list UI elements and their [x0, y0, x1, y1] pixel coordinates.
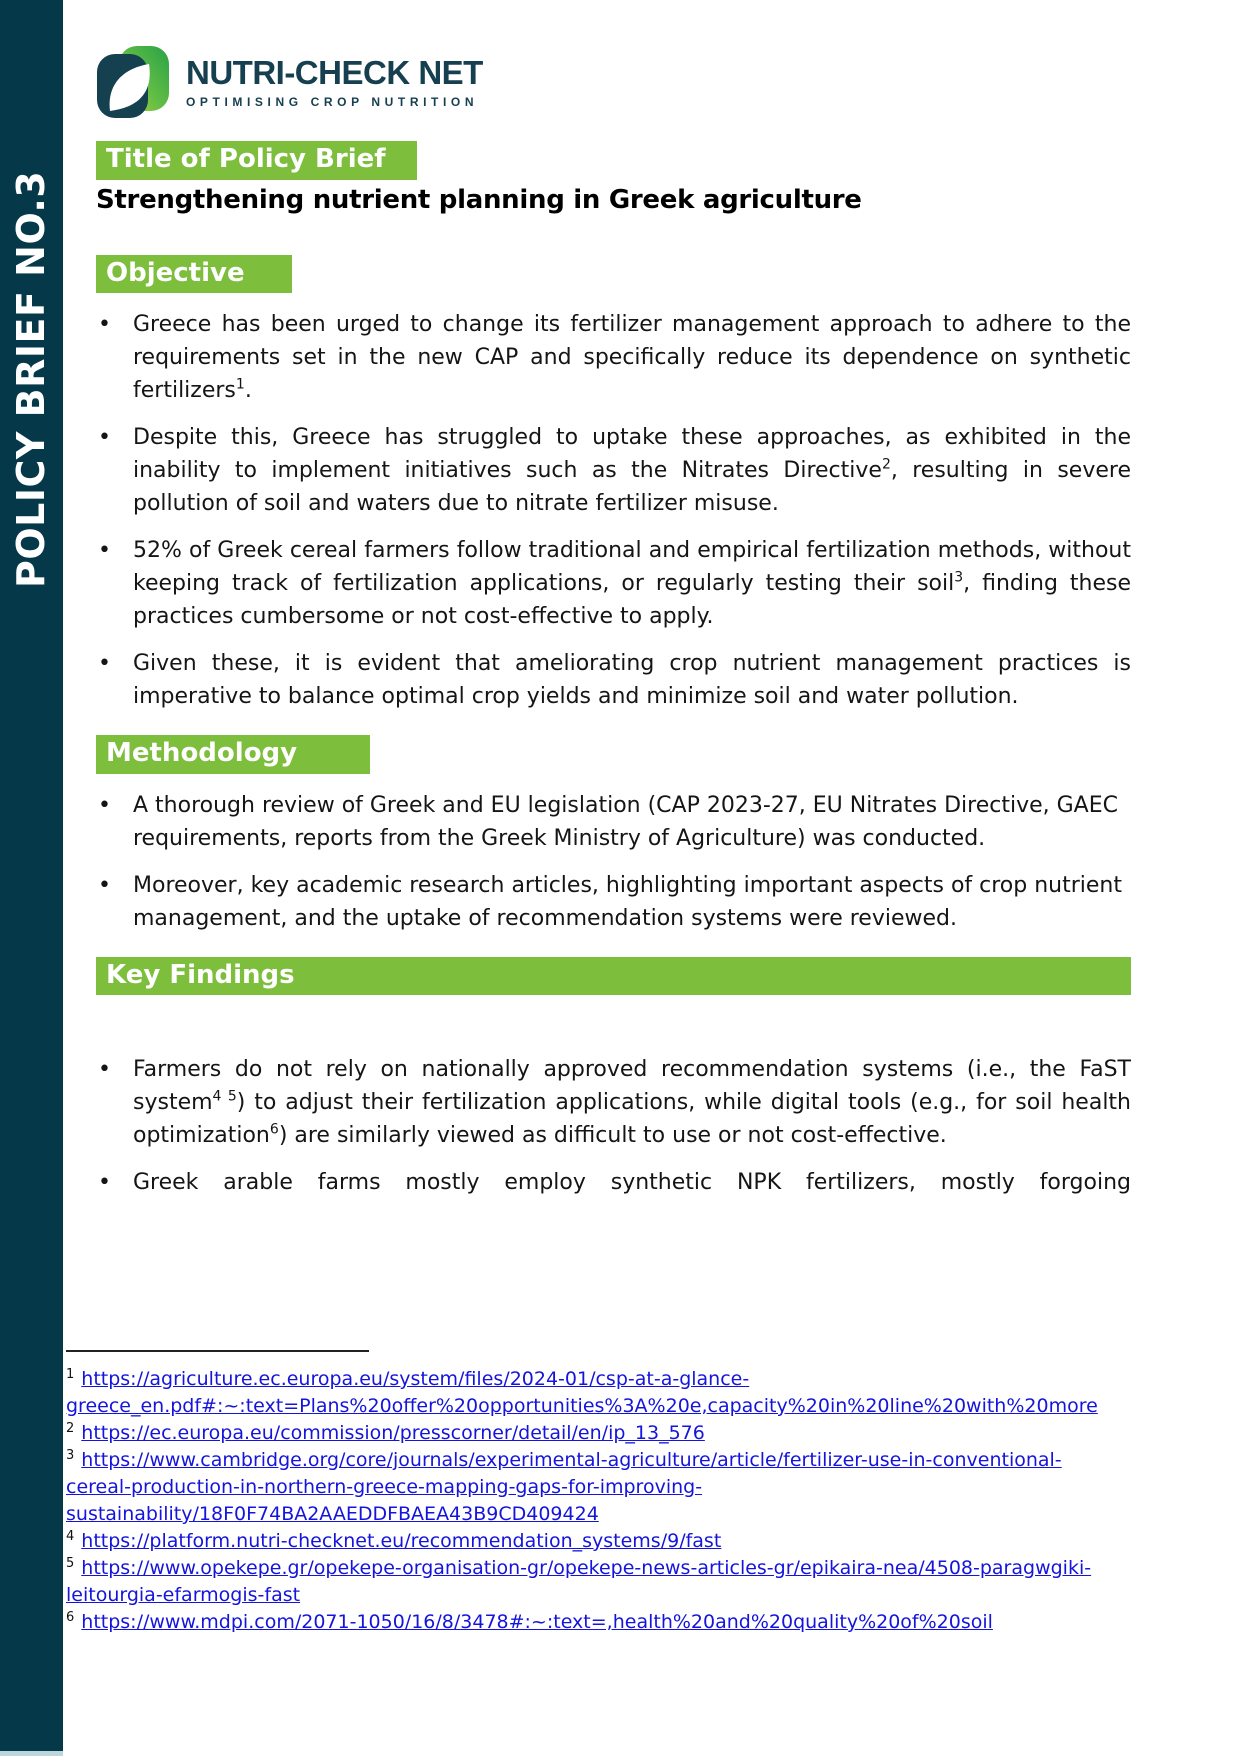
footnote-list	[66, 1366, 1225, 1636]
footnote-number: 3	[66, 1447, 75, 1463]
footnote-ref: 4 5	[212, 1089, 237, 1106]
bullet-item: • Greece has been urged to change its fertilizer management approach to adhere to the requirements set in the new CAP and specifically reduce its dependence on synthetic fertilizers$^1$.	[96, 308, 1131, 407]
section-heading: Methodology	[96, 735, 370, 774]
footnote-ref: 6	[269, 1122, 279, 1139]
footnote	[66, 1420, 1225, 1447]
footnote-line	[66, 1501, 1225, 1528]
document-title: Strengthening nutrient planning in Greek agriculture	[96, 184, 862, 215]
section-objective	[96, 255, 1131, 714]
footnote-link[interactable]: greece_en.pdf#:~:text=Plans%20offer%20opportunities%3A%20e,capacity%20in%20line%20with%20more	[66, 1395, 1098, 1417]
policy-brief-content	[96, 0, 1131, 1213]
logo-text	[186, 55, 483, 109]
section-heading: Key Findings	[96, 957, 1131, 996]
footnote-line	[66, 1609, 1225, 1636]
footnote-ref: 3	[954, 569, 964, 586]
footnote-line	[66, 1420, 1225, 1447]
bullet-list	[96, 1053, 1131, 1199]
bullet-item: • Moreover, key academic research articles, highlighting important aspects of crop nutrient management, and the uptake of recommendation systems were reviewed.	[96, 869, 1131, 935]
page-edge-strip	[0, 1751, 63, 1756]
footnote	[66, 1555, 1225, 1609]
bullet-item: • Greek arable farms mostly employ synthetic NPK fertilizers, mostly forgoing	[96, 1166, 1131, 1199]
footnote-line	[66, 1474, 1225, 1501]
title-of-policy-brief-label: Title of Policy Brief	[96, 141, 417, 180]
footnote-number: 4	[66, 1528, 75, 1544]
footnote-line	[66, 1582, 1225, 1609]
footnote-number: 1	[66, 1366, 75, 1382]
footnote-link[interactable]: https://www.cambridge.org/core/journals/experimental-agriculture/article/fertilizer-use-in-conventional-	[81, 1449, 1062, 1471]
footnote-line	[66, 1447, 1225, 1474]
bullet-item: • A thorough review of Greek and EU legislation (CAP 2023-27, EU Nitrates Directive, GAEC requirements, reports from the Greek Ministry of Agriculture) was conducted.	[96, 789, 1131, 855]
footnote-line	[66, 1528, 1225, 1555]
footnote	[66, 1366, 1225, 1420]
bullet-item: • Given these, it is evident that ameliorating crop nutrient management practices is imperative to balance optimal crop yields and minimize soil and water pollution.	[96, 647, 1131, 713]
section-methodology	[96, 735, 1131, 935]
footnote-link[interactable]: sustainability/18F0F74BA2AAEDDFBAEA43B9CD409424	[66, 1503, 599, 1525]
sidebar-vertical-title: POLICY BRIEF NO.3	[9, 170, 53, 588]
footnote-line	[66, 1393, 1225, 1420]
footnote-separator	[66, 1350, 369, 1352]
footnote	[66, 1447, 1225, 1528]
bullet-item: • Farmers do not rely on nationally approved recommendation systems (i.e., the FaST system$^{4 5}$) to adjust their fertilization applications, while digital tools (e.g., for soil health optimization$^6$) are similarly viewed as difficult to use or not cost-effective.	[96, 1053, 1131, 1152]
footnote-link[interactable]: https://www.opekepe.gr/opekepe-organisation-gr/opekepe-news-articles-gr/epikaira-nea/4508-paragwgiki-	[81, 1557, 1092, 1579]
footnote-link[interactable]: https://ec.europa.eu/commission/presscorner/detail/en/ip_13_576	[81, 1422, 705, 1444]
footnote-number: 6	[66, 1609, 75, 1625]
footnote-link[interactable]: https://agriculture.ec.europa.eu/system/files/2024-01/csp-at-a-glance-	[81, 1368, 750, 1390]
logo-name: NUTRI-CHECK NET	[186, 53, 483, 91]
footnote-link[interactable]: https://www.mdpi.com/2071-1050/16/8/3478#:~:text=,health%20and%20quality%20of%20soil	[81, 1611, 993, 1633]
footnote-link[interactable]: cereal-production-in-northern-greece-mapping-gaps-for-improving-	[66, 1476, 703, 1498]
footnote-link[interactable]: leitourgia-efarmogis-fast	[66, 1584, 301, 1606]
section-key-findings	[96, 957, 1131, 1200]
bullet-list	[96, 789, 1131, 935]
bullet-list	[96, 308, 1131, 713]
logo-tagline: OPTIMISING CROP NUTRITION	[186, 95, 479, 110]
footnote-link[interactable]: https://platform.nutri-checknet.eu/recommendation_systems/9/fast	[81, 1530, 722, 1552]
footnote-number: 5	[66, 1555, 75, 1571]
bullet-item: • 52% of Greek cereal farmers follow traditional and empirical fertilization methods, without keeping track of fertilization applications, or regularly testing their soil$^3$, finding these practices cumbersome or not cost-effective to apply.	[96, 534, 1131, 633]
leaf-logo-icon	[96, 45, 170, 119]
footnote-ref: 2	[881, 456, 891, 473]
bullet-item: • Despite this, Greece has struggled to uptake these approaches, as exhibited in the inability to implement initiatives such as the Nitrates Directive$^2$, resulting in severe pollution of soil and waters due to nitrate fertilizer misuse.	[96, 421, 1131, 520]
section-heading: Objective	[96, 255, 292, 294]
footnote-number: 2	[66, 1420, 75, 1436]
footnote-ref: 1	[235, 376, 245, 393]
footnote	[66, 1609, 1225, 1636]
policy-brief-sidebar	[0, 0, 63, 1756]
footnote-line	[66, 1366, 1225, 1393]
nutri-check-logo	[96, 45, 1131, 119]
footnotes	[66, 1350, 1225, 1636]
footnote-line	[66, 1555, 1225, 1582]
sections-container	[96, 255, 1131, 1200]
footnote	[66, 1528, 1225, 1555]
